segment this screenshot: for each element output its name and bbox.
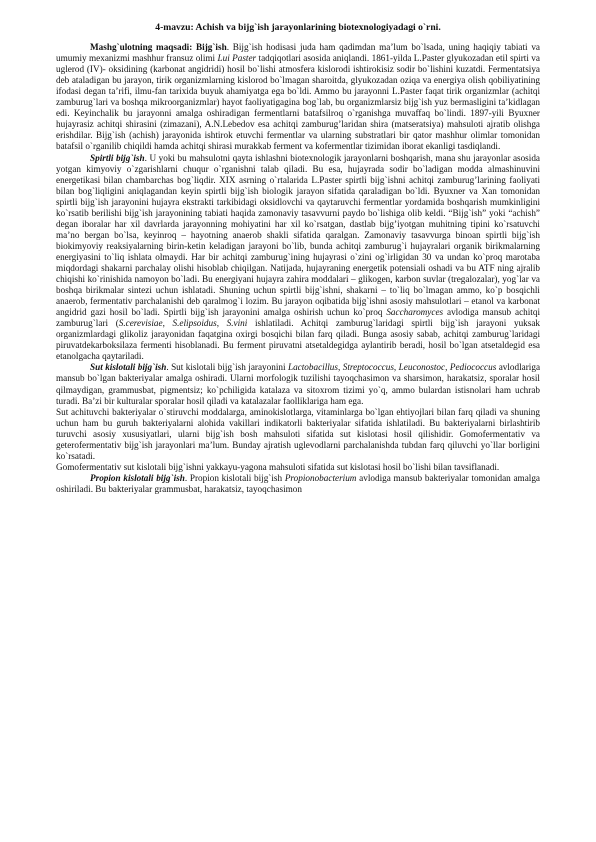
paragraph-propionic-fermentation: Propion kislotali bijg`ish. Propion kislotali bijg`ish Propionobacterium avlodiga mansub bakteriyalar tomonidan amalga oshiriladi. Bu bakteriyalar grammusbat, harakatsiz, tayoqchasimon (56, 472, 540, 494)
paragraph-lactic-bacteria: Sut achituvchi bakteriyalar o`stiruvchi moddalarga, aminokislotlarga, vitaminlarga bo`lgan ehtiyojlari bilan farq qiladi va shuning uchun ham bu guruh bakteriyalarni alohida vakillari indikatorli bakteriyalar sifatida ishlatiladi. Bu bakteriyalarni birlashtirib turuvchi asosiy xususiyatlari, ularni bijg`ish bosh mahsuloti sifatida sut kislotasi hosil qilishidir. Gomofermentativ va geterofermentativ bijg`ish jarayonlari ma’lum. Bunday ajratish uglevodlarni parchalanishda tubdan farq qiluvchi yo`llar borligini ko`rsatadi. (56, 406, 540, 461)
page-title: 4-mavzu: Achish va bijg`ish jarayonlarining biotexnologiyadagi o`rni. (155, 22, 441, 33)
paragraph-homofermentative: Gomofermentativ sut kislotali bijg`ishni yakkayu-yagona mahsuloti sifatida sut kislotasi hosil bo`lishi bilan tavsiflanadi. (56, 461, 500, 472)
paragraph-heading: Spirtli bijg`ish (90, 152, 145, 163)
paragraph-intro: Mashg`ulotning maqsadi: Bijg`ish. Bijg`ish hodisasi juda ham qadimdan ma’lum bo`lsada, uning haqiqiy tabiati va umumiy mexanizmi mashhur fransuz olimi Lui Paster tadqiqotlari asosida aniqlandi. 1861-yilda L.Paster glyukozadan etil spirti va uglerod (IV)- oksidining (karbonat angidridi) hosil bo`lishi atmosfera kislorodi ishtirokisiz sodir bo`lishini kuzatdi. Fermentatsiya deb ataladigan bu jarayon, tirik organizmlarning kislorod bo`lmagan sharoitda, glyukozadan oziqa va energiya olish qobiliyatining ifodasi degan ta’rifi, ilmu-fan tarixida buyuk ahamiyatga ega bo`ldi. Ammo bu jarayonni L.Paster faqat tirik organizmlar (achitqi zamburug`lari va boshqa mikroorganizmlar) hayot faoliyatigagina bog`lab, bu organizmlarsiz bijg`ish yuz bermasligini ta’kidlagan edi. Keyinchalik bu jarayonni amalga oshiradigan fermentlarni batafsilroq o`rganishga muvaffaq bo`lindi. 1897-yili Byuxner hujayrasiz achitqi shirasini (zimazani), A.N.Lebedov esa achitqi zamburug’laridan shira (matseratsiya) mahsuloti ajratib olishga erishdilar. Bijg`ish (achish) jarayonida ishtirok etuvchi fermentlar va ularning substratlari bir qator mashhur olimlar tomonidan batafsil o`rganilib chiqildi hamda achitqi shirasi murakkab ferment va kofermentlar tizimidan iborat ekanligi tasdiqlandi. (56, 42, 540, 152)
paragraph-alcohol-fermentation: Spirtli bijg`ish. U yoki bu mahsulotni qayta ishlashni biotexnologik jarayonlarni boshqarish, mana shu jarayonlar asosida yotgan kimyoviy o`zgarishlarni chuqur o`rganishni talab qiladi. Bu esa, hujayrada sodir bo`ladigan modda almashinuvini energetikasi bilan chambarchas bog`liqdir. XIX asrning o`rtalarida L.Paster spirtli bijg`ishni achitqi zamburug’larining faoliyati bilan bog`liqligini aniqlagandan keyin spirtli bijg`ish biologik jarayon sifatida qaraladigan bo`ldi. Byuxner va Xan tomonidan spirtli bijg`ish jarayonini hujayra ekstrakti tarkibidagi oksidlovchi va qaytaruvchi fermentlar yordamida boshqarish mumkinligini ko`rsatib berilishi bijg`ish jarayonining tabiati haqida zamonaviy tasavvurni paydo bo`lishiga olib keldi. “Bijg`ish” yoki “achish” degan iboralar har xil davrlarda jarayonning mohiyatini har xil ko`rsatgan, dastlab bijg’iyotgan muhitning tipini ko`rsatuvchi ma’no bergan bo`lsa, keyinroq – hayotning anaerob shakli sifatida qaralgan. Zamonaviy tasavvurga binoan spirtli bijg`ish biokimyoviy reaksiyalarning birin-ketin keladigan jarayoni bo`lib, bunda achitqi zamburug`i hujayralari organik birikmalarning energiyasini to`liq ishlata olmaydi. Har bir achitqi zamburug`ining hujayrasi o`zini og`irligidan 30 va undan ko`proq marotaba miqdordagi shakarni parchalay olishi hisoblab chiqilgan. Natijada, hujayraning energetik potensiali oshadi va bu ATF ning ajralib chiqishi ko`rinishida namoyon bo`ladi. Bu energiyani hujayra zahira moddalari – glikogen, karbon suvlar (tregalozalar), yog`lar va boshqa birikmalar sintezi uchun ishlatadi. Shuning uchun spirtli bijg`ishni, shakarni – to`liq bo`lmagan ammo, ko`p bosqichli anaerob, fermentativ parchalanishi deb qaralmog`i lozim. Bu jarayon oqibatida bijg`ishni asosiy mahsulotlari – etanol va karbonat angidrid gazi hosil bo`ladi. Spirtli bijg`ish jarayonini amalga oshirish uchun ko`proq Saccharomyces avlodiga mansub achitqi zamburug`lari (S.cerevisiae, S.elipsoidus, S.vini ishlatiladi. Achitqi zamburug`laridagi spirtli bijg`ish jarayoni yuksak organizmlardagi glikoliz jarayonidan faqatgina oxirgi bosqichi bilan farq qiladi. Bunga asosiy sabab, achitqi zamburug`laridagi piruvatdekarboksilaza fermenti hisoblanadi. Bu ferment piruvatni atsetaldegidga aylantirib beradi, hosil bo`lgan atsetaldegid esa etanolgacha qaytariladi. (56, 152, 541, 362)
paragraph-heading: Propion kislotali bijg`ish (90, 472, 185, 483)
document-page (56, 22, 540, 495)
paragraph-lactic-fermentation: Sut kislotali bijg`ish. Sut kislotali bijg`ish jarayonini Lactobacillus, Streptococcus, Leuconostoc, Pediococcus avlodlariga mansub bo`lgan bakteriyalar amalga oshiradi. Ularni morfologik tuzilishi tayoqchasimon va sharsimon, harakatsiz, sporalar hosil qilmaydigan, grammusbat, pigmentsiz; ko`pchiligida katalaza va sitoxrom tizimi yo`q, ammo bulardan istisnolari ham uchrab turadi. Ba’zi bir kulturalar sporalar hosil qiladi va katalazalar faolliklariga ham ega. (56, 362, 541, 406)
paragraph-heading: Sut kislotali bijg`ish (90, 362, 167, 373)
paragraph-heading: Mashg`ulotning maqsadi: Bijg`ish (90, 42, 227, 53)
